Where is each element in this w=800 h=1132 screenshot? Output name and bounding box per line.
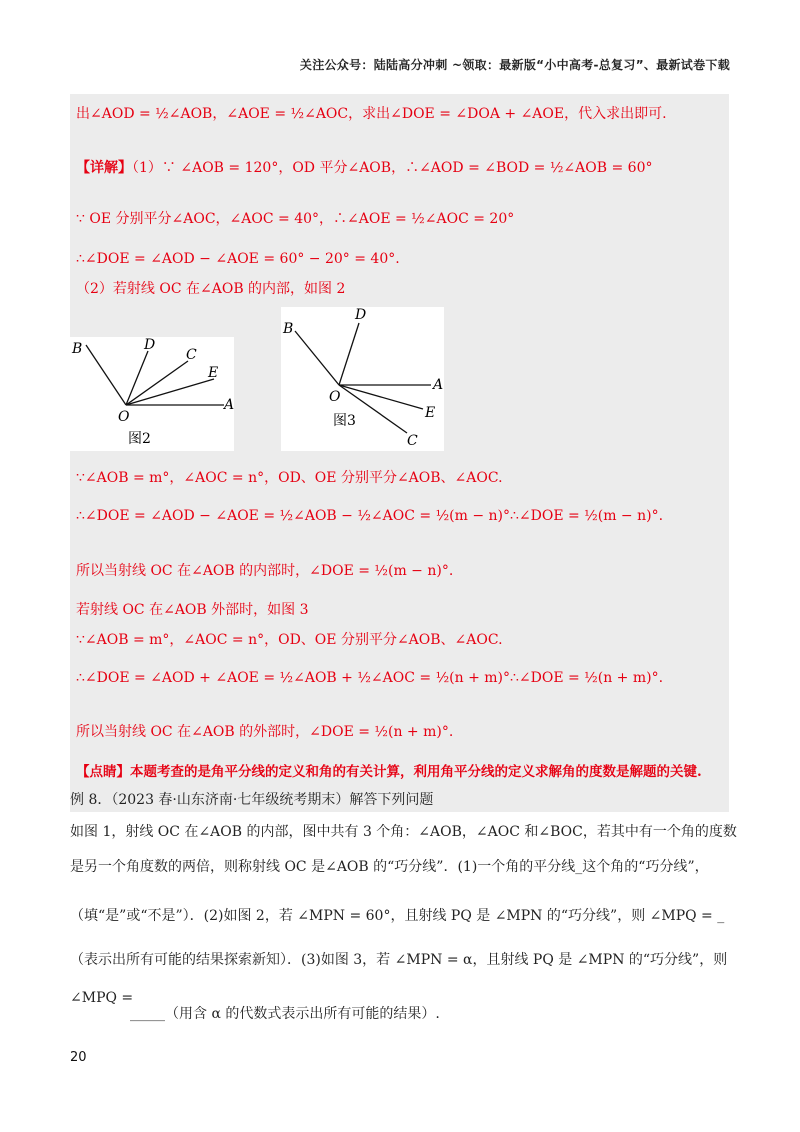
label-e: E (425, 405, 436, 421)
solution-block (70, 94, 729, 812)
example-line-3: 是另一个角度数的两倍，则称射线 OC 是∠AOB 的“巧分线”．(1)一个角的平分线_这个角的“巧分线”， (70, 859, 709, 875)
label-c: C (407, 433, 418, 449)
solution-line-2 (76, 158, 652, 178)
figure-2 (70, 337, 234, 451)
solution-line-13: 【点睛】本题考查的是角平分线的定义和角的有关计算，利用角平分线的定义求解角的度数是解题的关键. (76, 764, 702, 780)
label-o: O (118, 409, 130, 425)
solution-line-6: ∵∠AOB = m°，∠AOC = n°，OD、OE 分别平分∠AOB、∠AOC. (76, 470, 503, 486)
label-e: E (208, 365, 219, 381)
page-header: 关注公众号：陆陆高分冲刺 ~领取：最新版“小中高考-总复习”、最新试卷下载 (299, 58, 730, 72)
figure-3 (281, 307, 444, 451)
label-c: C (186, 347, 197, 363)
label-b: B (283, 321, 294, 337)
example-line-7: _____（用含 α 的代数式表示出所有可能的结果）. (130, 1006, 440, 1022)
example-line-4: （填“是”或“不是”）．(2)如图 2，若 ∠MPN = 60°，且射线 PQ 是 ∠MPN 的“巧分线”，则 ∠MPQ = _ (70, 908, 725, 924)
solution-line-8: 所以当射线 OC 在∠AOB 的内部时，∠DOE = ½(m − n)°. (76, 563, 454, 579)
solution-line-11: ∴∠DOE = ∠AOD + ∠AOE = ½∠AOB + ½∠AOC = ½(n + m)°∴∠DOE = ½(n + m)°. (76, 670, 664, 686)
ray-oe (339, 385, 423, 409)
solution-line-3: ∵ OE 分别平分∠AOC，∠AOC = 40°，∴∠AOE = ½∠AOC = 20° (76, 211, 515, 227)
figure-3-diagram (281, 307, 444, 451)
label-b: B (72, 341, 83, 357)
ray-od (339, 323, 359, 385)
page-number: 20 (70, 1050, 87, 1065)
label-a: A (433, 377, 444, 393)
ray-oe (126, 379, 214, 405)
label-d: D (144, 337, 156, 353)
example-line-2: 如图 1，射线 OC 在∠AOB 的内部，图中共有 3 个角：∠AOB，∠AOC 和∠BOC，若其中有一个角的度数 (70, 824, 737, 840)
solution-line-12: 所以当射线 OC 在∠AOB 的外部时，∠DOE = ½(n + m)°. (76, 724, 454, 740)
label-d: D (355, 307, 367, 323)
figure-2-caption: 图2 (128, 431, 151, 447)
solution-line-1: 出∠AOD = ½∠AOB，∠AOE = ½∠AOC，求出∠DOE = ∠DOA + ∠AOE，代入求出即可. (76, 106, 667, 122)
solution-line-9: 若射线 OC 在∠AOB 外部时，如图 3 (76, 602, 309, 618)
solution-line-4: ∴∠DOE = ∠AOD − ∠AOE = 60° − 20° = 40°. (76, 251, 400, 267)
solution-line-5: （2）若射线 OC 在∠AOB 的内部，如图 2 (76, 281, 346, 297)
detail-tag: 【详解】 (76, 160, 132, 176)
label-o: O (329, 389, 341, 405)
figure-2-diagram (70, 337, 234, 451)
label-a: A (224, 397, 234, 413)
example-title: 例 8．（2023 春·山东济南·七年级统考期末）解答下列问题 (70, 792, 434, 808)
detail-text: （1）∵ ∠AOB = 120°，OD 平分∠AOB，∴∠AOD = ∠BOD = ½∠AOB = 60° (132, 160, 653, 176)
solution-line-10: ∵∠AOB = m°，∠AOC = n°，OD、OE 分别平分∠AOB、∠AOC. (76, 632, 503, 648)
example-line-6: ∠MPQ = (70, 990, 134, 1006)
figure-3-caption: 图3 (333, 413, 356, 429)
ray-ob (295, 331, 339, 385)
ray-ob (86, 345, 126, 405)
example-line-5: （表示出所有可能的结果探索新知）．(3)如图 3，若 ∠MPN = α，且射线 PQ 是 ∠MPN 的“巧分线”，则 (70, 952, 728, 968)
solution-line-7: ∴∠DOE = ∠AOD − ∠AOE = ½∠AOB − ½∠AOC = ½(m − n)°∴∠DOE = ½(m − n)°. (76, 508, 664, 524)
